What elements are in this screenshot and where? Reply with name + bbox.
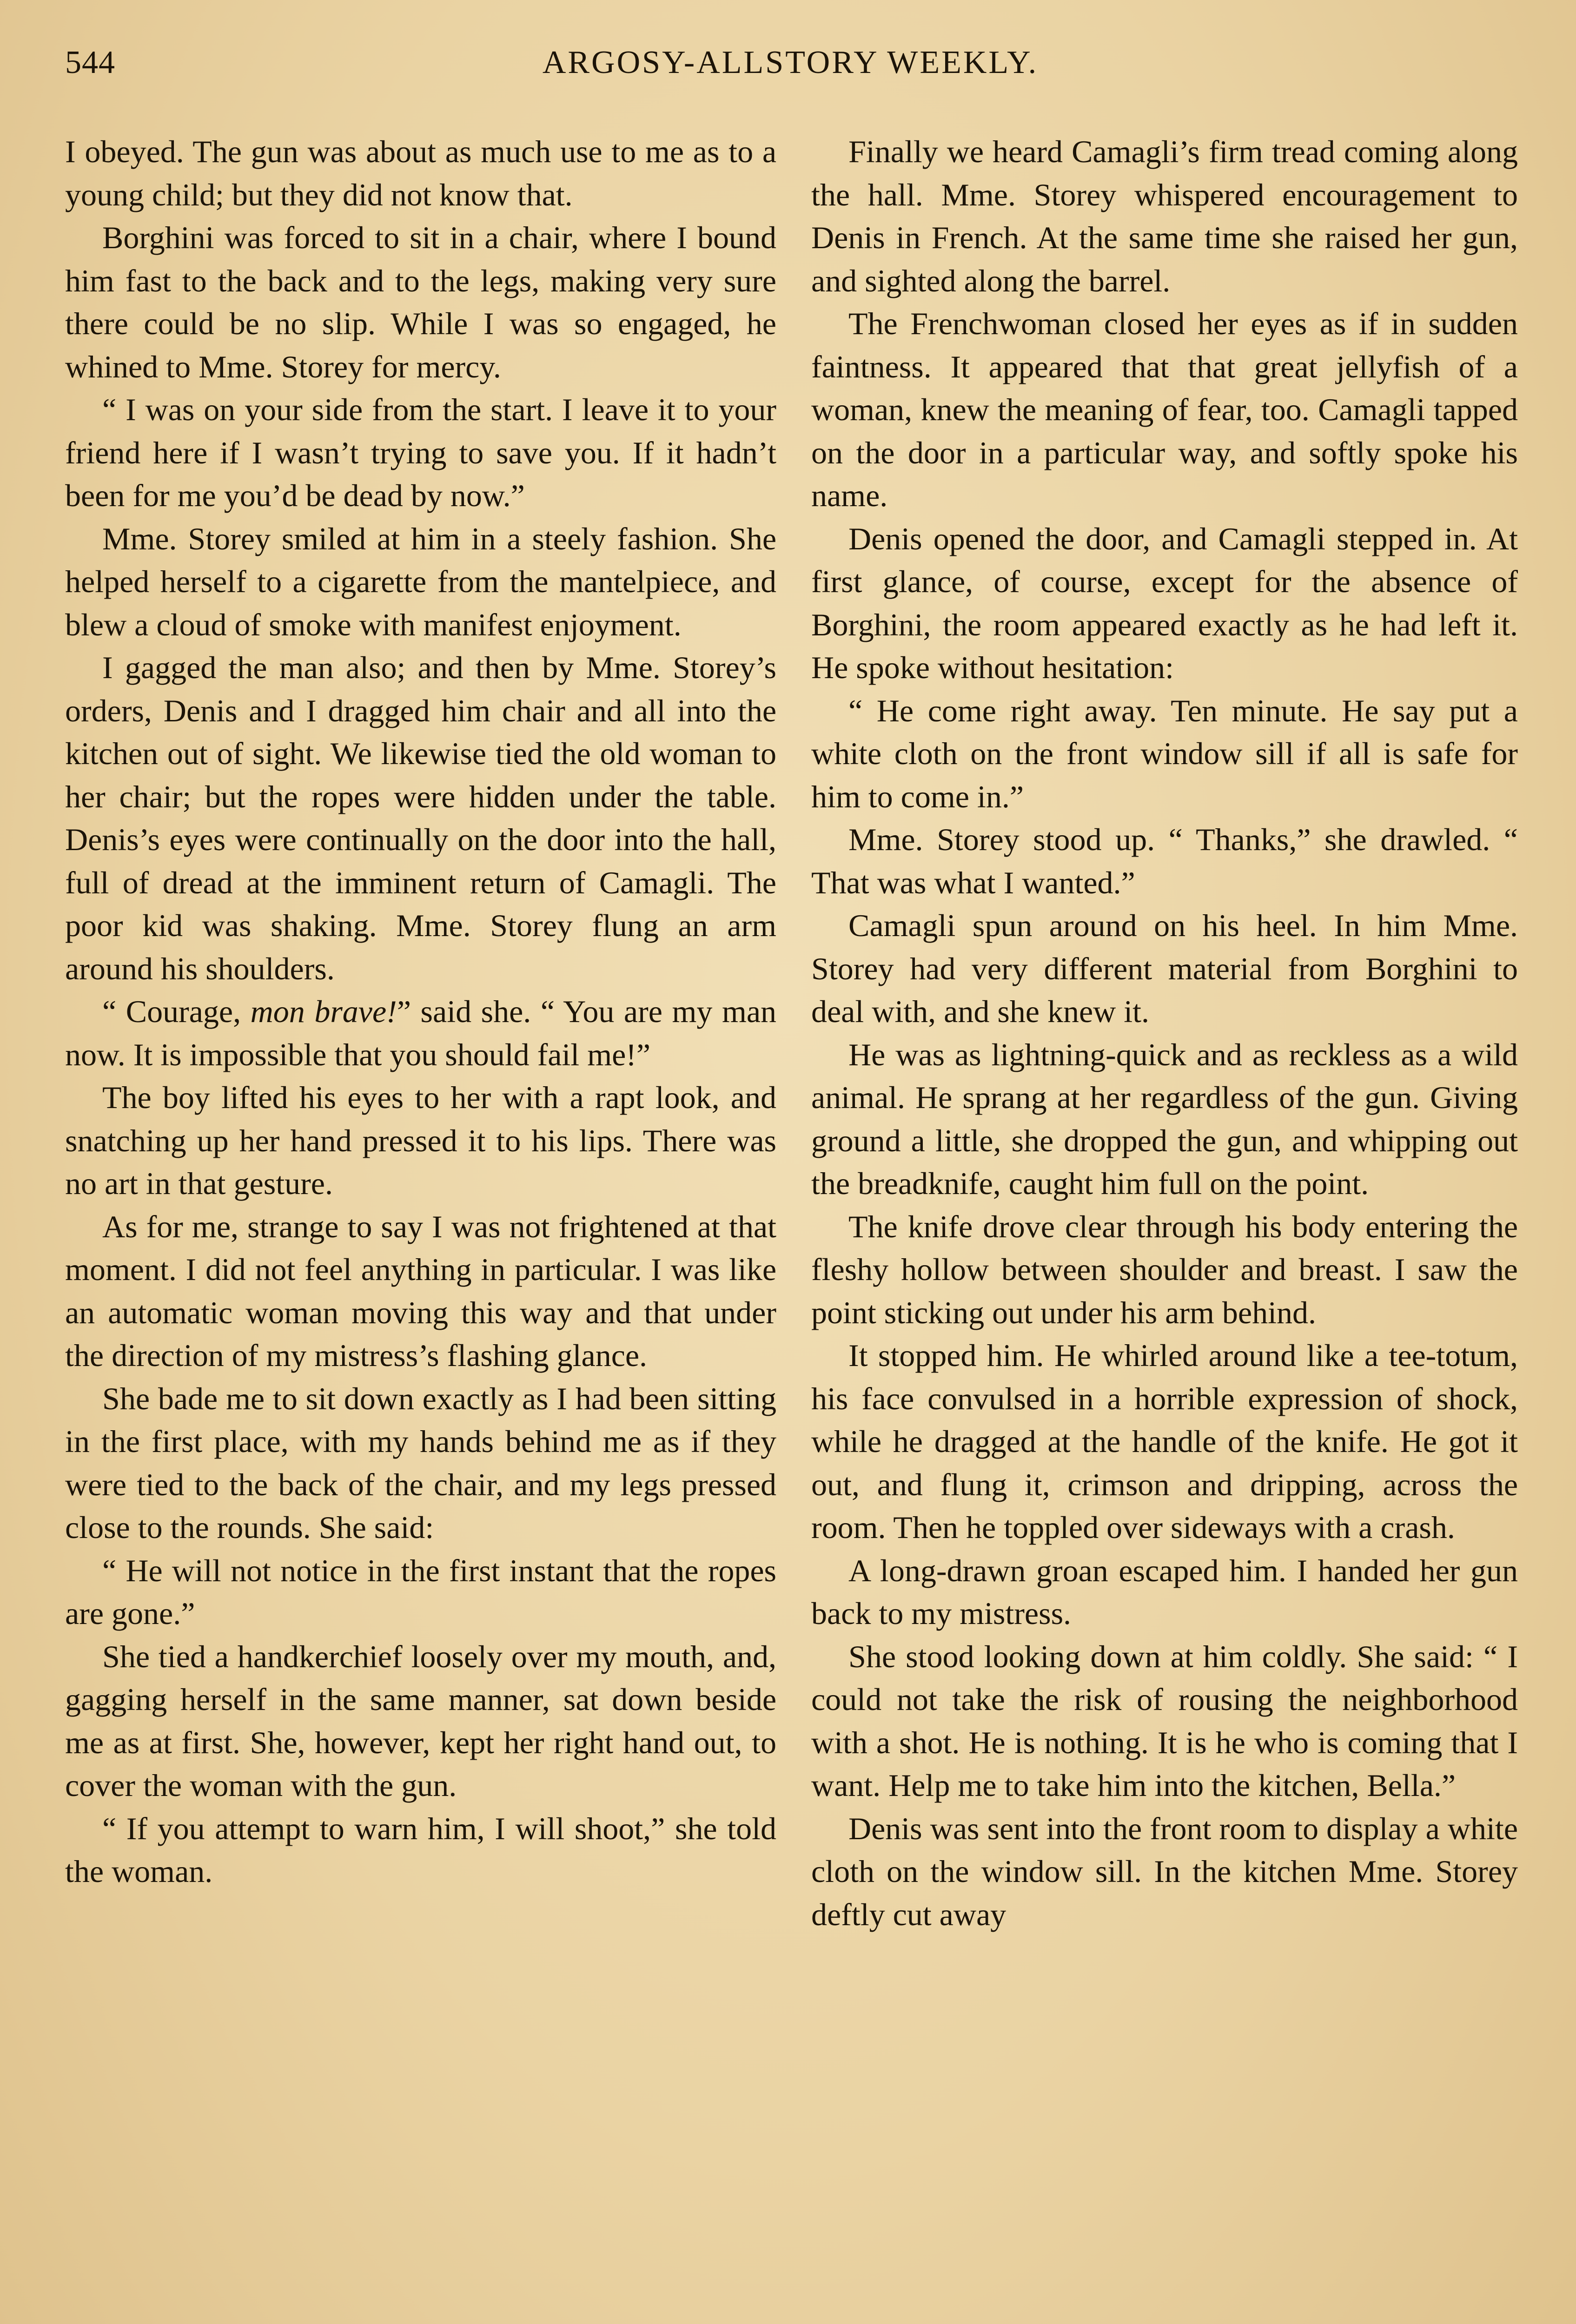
running-head: ARGOSY-ALLSTORY WEEKLY. [542, 45, 1039, 80]
paragraph: “ He will not notice in the first instant that the ropes are gone.” [65, 1552, 776, 1631]
right-column [811, 130, 1518, 1936]
paragraph: A long-drawn groan escaped him. I handed her gun back to my mistress. [811, 1552, 1518, 1631]
paragraph: I obeyed. The gun was about as much use to me as to a young child; but they did not know that. [65, 134, 776, 212]
paragraph [65, 990, 776, 1076]
paragraph: Denis opened the door, and Camagli stepped in. At first glance, of course, except for the absence of Borghini, the room appeared exactly as he had left it. He spoke without hesitation: [811, 521, 1518, 685]
paragraph: The knife drove clear through his body entering the fleshy hollow between shoulder and breast. I saw the point sticking out under his arm behind. [811, 1208, 1518, 1330]
paragraph: “ He come right away. Ten minute. He say put a white cloth on the front window sill if all is safe for him to come in.” [811, 693, 1518, 814]
paragraph: The boy lifted his eyes to her with a rapt look, and snatching up her hand pressed it to his lips. There was no art in that gesture. [65, 1080, 776, 1201]
paragraph: Finally we heard Camagli’s firm tread coming along the hall. Mme. Storey whispered encouragement to Denis in French. At the same time she raised her gun, and sighted along the barrel. [811, 134, 1518, 298]
paragraph: Mme. Storey smiled at him in a steely fashion. She helped herself to a cigarette from the mantelpiece, and blew a cloud of smoke with manifest enjoyment. [65, 521, 776, 642]
paragraph: She stood looking down at him coldly. She said: “ I could not take the risk of rousing the neighborhood with a shot. He is nothing. It is he who is coming that I want. Help me to take him into the kitchen, Bella.” [811, 1638, 1518, 1803]
paragraph: He was as lightning-quick and as reckless as a wild animal. He sprang at her regardless of the gun. Giving ground a little, she dropped the gun, and whipping out the breadknife, caught him full on the point. [811, 1037, 1518, 1201]
paragraph: The Frenchwoman closed her eyes as if in sudden faintness. It appeared that that great jellyfish of a woman, knew the meaning of fear, too. Camagli tapped on the door in a particular way, and softly spoke his name. [811, 306, 1518, 513]
left-column [65, 130, 776, 1893]
italic-phrase: mon brave! [250, 994, 397, 1029]
paragraph: Denis was sent into the front room to display a white cloth on the window sill. In the kitchen Mme. Storey deftly cut away [811, 1810, 1518, 1932]
paragraph: “ If you attempt to warn him, I will shoot,” she told the woman. [65, 1810, 776, 1889]
paragraph: Camagli spun around on his heel. In him Mme. Storey had very different material from Borghini to deal with, and she knew it. [811, 908, 1518, 1029]
paragraph: Borghini was forced to sit in a chair, where I bound him fast to the back and to the legs, making very sure there could be no slip. While I was so engaged, he whined to Mme. Storey for mercy. [65, 220, 776, 384]
paragraph: I gagged the man also; and then by Mme. Storey’s orders, Denis and I dragged him chair and all into the kitchen out of sight. We likewise tied the old woman to her chair; but the ropes were hidden under the table. Denis’s eyes were continually on the door into the hall, full of dread at the imminent return of Camagli. The poor kid was shaking. Mme. Storey flung an arm around his shoulders. [65, 650, 776, 986]
paragraph: It stopped him. He whirled around like a tee-totum, his face convulsed in a horrible expression of shock, while he dragged at the handle of the knife. He got it out, and flung it, crimson and dripping, across the room. Then he toppled over sideways with a crash. [811, 1338, 1518, 1545]
paragraph: “ I was on your side from the start. I leave it to your friend here if I wasn’t trying to save you. If it hadn’t been for me you’d be dead by now.” [65, 392, 776, 513]
paragraph-text: ” said she. “ You are my man now. It is impossible that you should fail me!” [65, 994, 777, 1072]
paragraph: She tied a handkerchief loosely over my mouth, and, gagging herself in the same manner, sat down beside me as at first. She, however, kept her right hand out, to cover the woman with the gun. [65, 1638, 776, 1803]
page-number: 544 [65, 45, 115, 80]
paragraph: Mme. Storey stood up. “ Thanks,” she drawled. “ That was what I wanted.” [811, 822, 1518, 900]
paragraph: She bade me to sit down exactly as I had been sitting in the first place, with my hands behind me as if they were tied to the back of the chair, and my legs pressed close to the rounds. She said: [65, 1380, 776, 1545]
paragraph: As for me, strange to say I was not frightened at that moment. I did not feel anything in particular. I was like an automatic woman moving this way and that under the direction of my mistress’s flashing glance. [65, 1208, 776, 1373]
page-header [65, 44, 1516, 95]
paragraph-text: “ Courage, [102, 994, 251, 1029]
